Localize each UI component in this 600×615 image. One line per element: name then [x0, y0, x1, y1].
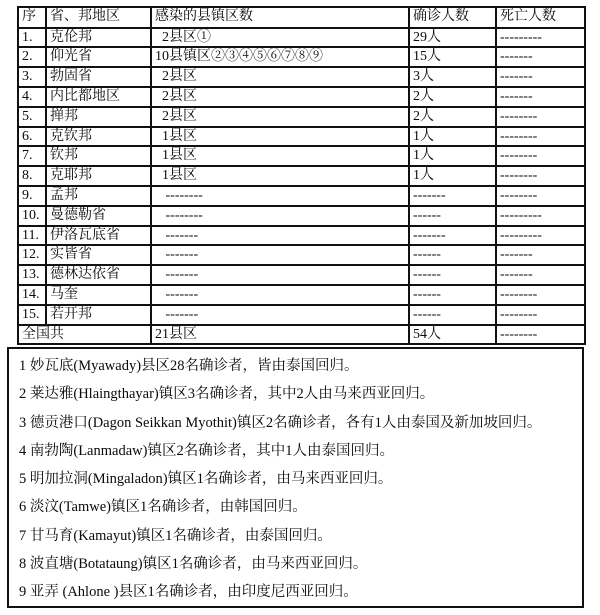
cell-seq: 5.	[18, 107, 46, 127]
footnote-item: 7 甘马育(Kamayut)镇区1名确诊者，由泰国回归。	[19, 527, 332, 544]
table-row	[18, 107, 585, 127]
cell-townships: 1县区	[151, 127, 409, 147]
cell-deaths: -------	[496, 67, 585, 87]
cell-seq: 3.	[18, 67, 46, 87]
cell-region: 钦邦	[46, 146, 151, 166]
cell-deaths: --------	[496, 325, 585, 345]
cell-region: 孟邦	[46, 186, 151, 206]
cell-confirmed: ------	[409, 285, 496, 305]
table-row	[18, 186, 585, 206]
footnote-item: 8 波直塘(Botataung)镇区1名确诊者，由马来西亚回归。	[19, 556, 368, 573]
cell-townships: --------	[151, 206, 409, 226]
footnote-item: 4 南勃陶(Lanmadaw)镇区2名确诊者，其中1人由泰国回归。	[19, 442, 394, 459]
table-row	[18, 166, 585, 186]
cell-region: 克钦邦	[46, 127, 151, 147]
cell-deaths: -------	[496, 47, 585, 67]
cell-confirmed: 3人	[409, 67, 496, 87]
cell-seq: 14.	[18, 285, 46, 305]
table-row	[18, 226, 585, 246]
covid-stats-table	[17, 6, 586, 345]
cell-seq: 10.	[18, 206, 46, 226]
cell-seq: 4.	[18, 87, 46, 107]
cell-townships: 2县区	[151, 87, 409, 107]
cell-townships: -------	[151, 305, 409, 325]
footnote-item: 2 莱达雅(Hlaingthayar)镇区3名确诊者，其中2人由马来西亚回归。	[19, 386, 435, 403]
cell-confirmed: -------	[409, 226, 496, 246]
footnote-item: 6 淡汶(Tamwe)镇区1名确诊者，由韩国回归。	[19, 499, 307, 516]
cell-deaths: -------	[496, 245, 585, 265]
cell-townships: 10县镇区②③④⑤⑥⑦⑧⑨	[151, 47, 409, 67]
cell-confirmed: ------	[409, 305, 496, 325]
cell-deaths: -------	[496, 87, 585, 107]
cell-seq: 6.	[18, 127, 46, 147]
cell-confirmed: -------	[409, 186, 496, 206]
cell-deaths: ---------	[496, 226, 585, 246]
cell-seq: 9.	[18, 186, 46, 206]
footnote-item: 9 亚弄 (Ahlone )县区1名确诊者，由印度尼西亚回归。	[19, 584, 358, 601]
cell-total-label: 全国共	[18, 325, 151, 345]
cell-townships: 1县区	[151, 166, 409, 186]
cell-region: 仰光省	[46, 47, 151, 67]
header-deaths: 死亡人数	[496, 7, 585, 28]
header-townships: 感染的县镇区数	[151, 7, 409, 28]
cell-confirmed: 1人	[409, 127, 496, 147]
cell-seq: 1.	[18, 28, 46, 48]
cell-deaths: --------	[496, 305, 585, 325]
table-row	[18, 47, 585, 67]
cell-confirmed: 15人	[409, 47, 496, 67]
table-row	[18, 28, 585, 48]
cell-confirmed: 2人	[409, 107, 496, 127]
footnote-item: 5 明加拉洞(Mingaladon)镇区1名确诊者，由马来西亚回归。	[19, 471, 393, 488]
cell-townships: -------	[151, 285, 409, 305]
footnote-item: 1 妙瓦底(Myawady)县区28名确诊者，皆由泰国回归。	[19, 358, 359, 374]
cell-confirmed: 29人	[409, 28, 496, 48]
cell-region: 若开邦	[46, 305, 151, 325]
header-region: 省、邦地区	[46, 7, 151, 28]
cell-deaths: --------	[496, 166, 585, 186]
cell-region: 克耶邦	[46, 166, 151, 186]
cell-deaths: --------	[496, 285, 585, 305]
cell-townships: 2县区①	[151, 28, 409, 48]
cell-townships: 21县区	[151, 325, 409, 345]
cell-confirmed: ------	[409, 245, 496, 265]
cell-confirmed: 1人	[409, 146, 496, 166]
cell-region: 伊洛瓦底省	[46, 226, 151, 246]
footnotes-box	[7, 347, 584, 608]
cell-seq: 2.	[18, 47, 46, 67]
cell-townships: -------	[151, 265, 409, 285]
cell-confirmed: 54人	[409, 325, 496, 345]
header-confirmed: 确诊人数	[409, 7, 496, 28]
table-total-row	[18, 325, 585, 345]
cell-deaths: --------	[496, 186, 585, 206]
table-row	[18, 127, 585, 147]
cell-region: 克伦邦	[46, 28, 151, 48]
cell-seq: 11.	[18, 226, 46, 246]
cell-region: 勃固省	[46, 67, 151, 87]
cell-deaths: --------	[496, 107, 585, 127]
cell-confirmed: ------	[409, 265, 496, 285]
table-row	[18, 265, 585, 285]
cell-deaths: --------	[496, 127, 585, 147]
table-row	[18, 146, 585, 166]
cell-region: 德林达依省	[46, 265, 151, 285]
cell-deaths: ---------	[496, 206, 585, 226]
cell-townships: 2县区	[151, 67, 409, 87]
table-row	[18, 87, 585, 107]
table-row	[18, 245, 585, 265]
cell-seq: 15.	[18, 305, 46, 325]
cell-deaths: --------	[496, 146, 585, 166]
table-row	[18, 285, 585, 305]
table-row	[18, 206, 585, 226]
cell-region: 内比都地区	[46, 87, 151, 107]
cell-region: 曼德勒省	[46, 206, 151, 226]
cell-deaths: -------	[496, 265, 585, 285]
cell-deaths: ---------	[496, 28, 585, 48]
cell-seq: 8.	[18, 166, 46, 186]
cell-seq: 13.	[18, 265, 46, 285]
footnote-item: 3 德贡港口(Dagon Seikkan Myothit)镇区2名确诊者，各有1人由泰国及新加坡回归。	[19, 414, 542, 431]
cell-seq: 7.	[18, 146, 46, 166]
cell-region: 实皆省	[46, 245, 151, 265]
cell-townships: -------	[151, 245, 409, 265]
cell-townships: -------	[151, 226, 409, 246]
cell-seq: 12.	[18, 245, 46, 265]
cell-region: 马奎	[46, 285, 151, 305]
cell-townships: --------	[151, 186, 409, 206]
cell-townships: 2县区	[151, 107, 409, 127]
cell-confirmed: ------	[409, 206, 496, 226]
cell-confirmed: 1人	[409, 166, 496, 186]
cell-region: 掸邦	[46, 107, 151, 127]
table-row	[18, 67, 585, 87]
table-row	[18, 305, 585, 325]
table-header-row	[18, 7, 585, 28]
cell-confirmed: 2人	[409, 87, 496, 107]
cell-townships: 1县区	[151, 146, 409, 166]
header-seq: 序	[18, 7, 46, 28]
